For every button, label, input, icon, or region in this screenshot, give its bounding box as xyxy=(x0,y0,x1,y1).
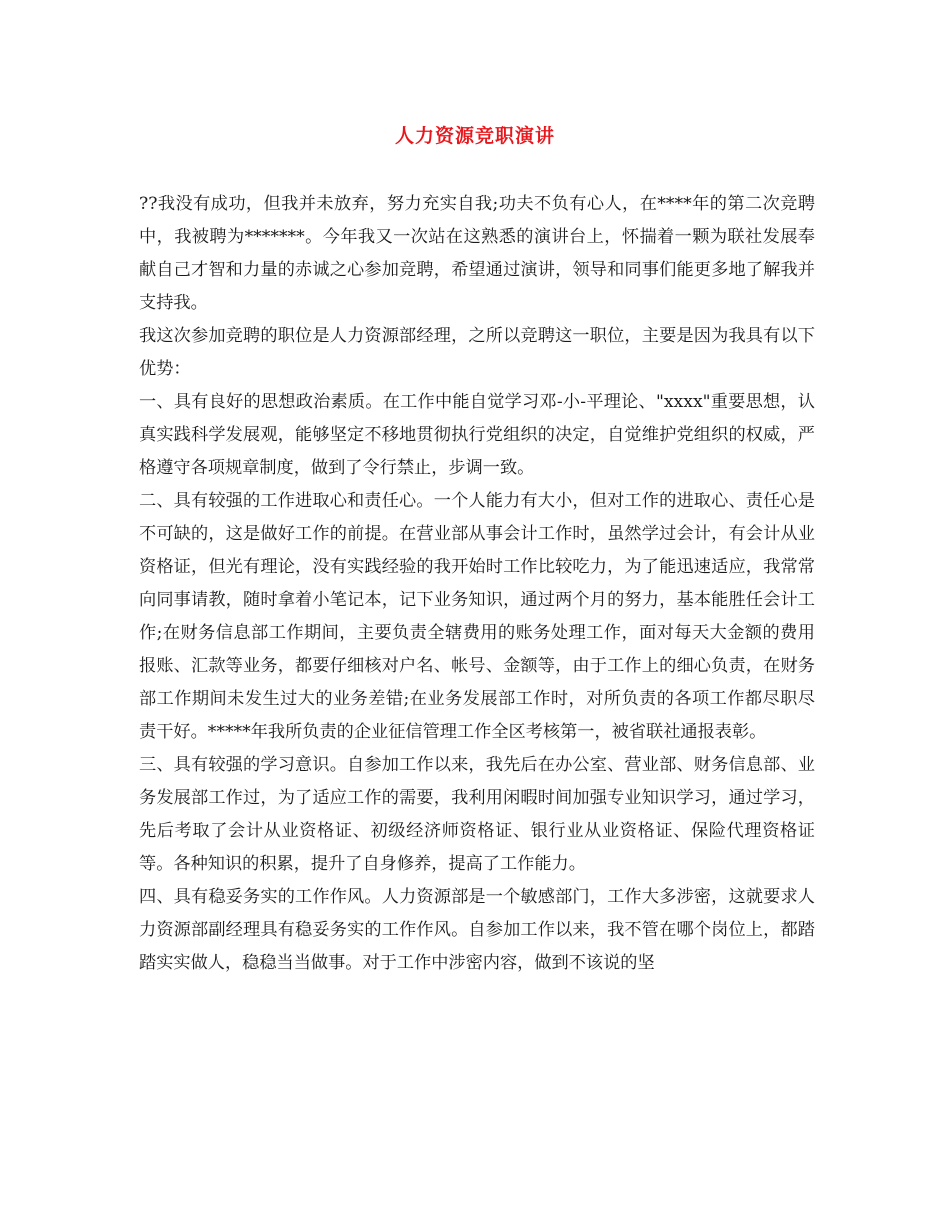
paragraph-position: 我这次参加竞聘的职位是人力资源部经理，之所以竞聘这一职位，主要是因为我具有以下优势： xyxy=(139,326,815,379)
paragraph-advantage-1: 一、具有良好的思想政治素质。在工作中能自觉学习邓-小-平理论、"xxxx"重要思想，认真实践科学发展观，能够坚定不移地贯彻执行党组织的决定，自觉维护党组织的权威，严格遵守各项规章制度，做到了令行禁止，步调一致。 xyxy=(139,392,815,478)
paragraph-advantage-2: 二、具有较强的工作进取心和责任心。一个人能力有大小，但对工作的进取心、责任心是不可缺的，这是做好工作的前提。在营业部从事会计工作时，虽然学过会计，有会计从业资格证，但光有理论，没有实践经验的我开始时工作比较吃力，为了能迅速适应，我常常向同事请教，随时拿着小笔记本，记下业务知识，通过两个月的努力，基本能胜任会计工作;在财务信息部工作期间，主要负责全辖费用的账务处理工作，面对每天大金额的费用报账、汇款等业务，都要仔细核对户名、帐号、金额等，由于工作上的细心负责，在财务部工作期间未发生过大的业务差错;在业务发展部工作时，对所负责的各项工作都尽职尽责干好。*****年我所负责的企业征信管理工作全区考核第一，被省联社通报表彰。 xyxy=(139,491,815,742)
document-body xyxy=(139,188,815,980)
document-title: 人力资源竞职演讲 xyxy=(394,125,555,147)
paragraph-advantage-4: 四、具有稳妥务实的工作作风。人力资源部是一个敏感部门，工作大多涉密，这就要求人力资源部副经理具有稳妥务实的工作作风。自参加工作以来，我不管在哪个岗位上，都踏踏实实做人，稳稳当当做事。对于工作中涉密内容，做到不该说的坚 xyxy=(139,887,815,973)
paragraph-advantage-3: 三、具有较强的学习意识。自参加工作以来，我先后在办公室、营业部、财务信息部、业务发展部工作过，为了适应工作的需要，我利用闲暇时间加强专业知识学习，通过学习，先后考取了会计从业资格证、初级经济师资格证、银行业从业资格证、保险代理资格证等。各种知识的积累，提升了自身修养，提高了工作能力。 xyxy=(139,755,815,874)
paragraph-intro: ??我没有成功，但我并未放弃，努力充实自我;功夫不负有心人，在****年的第二次竞聘中，我被聘为*******。今年我又一次站在这熟悉的演讲台上，怀揣着一颗为联社发展奉献自己才智和力量的赤诚之心参加竞聘，希望通过演讲，领导和同事们能更多地了解我并支持我。 xyxy=(139,194,815,313)
